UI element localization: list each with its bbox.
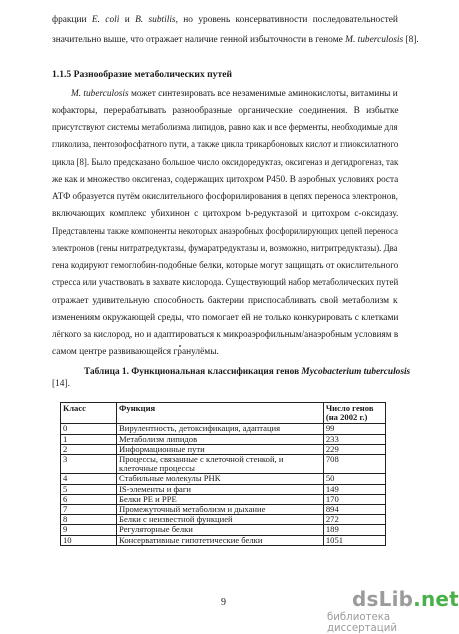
page-number: 9	[221, 597, 226, 608]
cell-class: 3	[61, 455, 117, 474]
text-line: отражает удивительную способность бактерии приспосабливать свой метаболизм к	[52, 296, 398, 306]
cell-gene-count: 229	[323, 444, 385, 454]
cell-class: 9	[61, 525, 117, 535]
gene-classification-table	[60, 402, 386, 546]
cell-class: 8	[61, 515, 117, 525]
table-row	[61, 455, 386, 474]
cell-gene-count: 149	[323, 484, 385, 494]
table-row	[61, 494, 386, 504]
table-caption-ref: [14].	[52, 379, 70, 389]
text-line: лёгкого за кислород, но и адаптироваться к микроаэрофильным/анаэробным условиям в	[52, 330, 399, 340]
text-line: АТФ образуется путём окислительного фосфорилирования в цепях переноса электронов,	[52, 192, 398, 202]
cell-gene-count: 50	[323, 474, 385, 484]
text-line: M. tuberculosis может синтезировать все незаменимые аминокислоты, витамины и	[71, 89, 398, 99]
table-row	[61, 484, 386, 494]
cell-function: Консервативные гипотетические белки	[117, 535, 324, 545]
cell-gene-count: 170	[323, 494, 385, 504]
cell-class: 5	[61, 484, 117, 494]
watermark-subtitle: библиотека диссертаций	[327, 612, 397, 634]
table-row	[61, 515, 386, 525]
text-line: кофакторы, перерабатывать разнообразные органические соединения. В избытке	[52, 106, 399, 116]
cell-class: 2	[61, 444, 117, 454]
text-line: же как и множество оксигеназ, содержащих цитохром P450. В аэробных условиях роста	[52, 175, 399, 185]
text-line: гена кодируют гемоглобин-подобные белки, которые могут защищать от окислительного	[52, 261, 399, 271]
text-line: цикла [8]. Было предсказано большое число оксидоредуктаз, оксигеназ и дегидрогеназ, так	[52, 158, 399, 168]
text-line: изменениям окружающей среды, что помогает ей не только конкурировать с клетками	[52, 313, 399, 323]
cell-function: Информационные пути	[117, 444, 324, 454]
cell-gene-count: 708	[323, 455, 385, 474]
cell-class: 1	[61, 434, 117, 444]
watermark-logo[interactable]	[352, 587, 459, 611]
cell-function: Белки с неизвестной функцией	[117, 515, 324, 525]
watermark-logo-text: dsLib.net	[352, 587, 459, 611]
text-line: фракции E. coli и B. subtilis, но уровень консервативности последовательностей	[52, 15, 398, 25]
cell-function: Промежуточный метаболизм и дыхание	[117, 505, 324, 515]
cell-class: 0	[61, 424, 117, 434]
cell-function: IS-элементы и фаги	[117, 484, 324, 494]
cell-gene-count: 189	[323, 525, 385, 535]
text-line: включающих комплекс убихинон с цитохром b-редуктазой и цитохром c-оксидазу.	[52, 209, 399, 219]
cell-function: Вирулентность, детоксификация, адаптация	[117, 424, 324, 434]
header-function: Функция	[117, 403, 324, 424]
cell-gene-count: 1051	[323, 535, 385, 545]
cell-function: Процессы, связанные с клеточной стенкой, и клеточные процессы	[117, 455, 324, 474]
cell-function: Метаболизм липидов	[117, 434, 324, 444]
cell-class: 7	[61, 505, 117, 515]
text-line: самом центре развивающейся гранулёмы.	[52, 347, 219, 357]
cell-gene-count: 272	[323, 515, 385, 525]
cell-class: 10	[61, 535, 117, 545]
scan-speck	[179, 345, 181, 347]
cell-function: Регуляторные белки	[117, 525, 324, 535]
cell-class: 6	[61, 494, 117, 504]
cell-function: Стабильные молекулы РНК	[117, 474, 324, 484]
table-caption: Таблица 1. Функциональная классификация генов Mycobacterium tuberculosis	[84, 367, 411, 377]
text-line: Представлены также компоненты некоторых анаэробных фосфорилирующих цепей переноса	[52, 227, 398, 237]
text-line: стресса или участвовать в захвате кислорода. Существующий набор метаболических путей	[52, 278, 399, 288]
cell-gene-count: 233	[323, 434, 385, 444]
table-header-row	[61, 403, 386, 424]
text-line: гликолиза, пентозофосфатного пути, а также цикла трикарбоновых кислот и глиоксилатного	[52, 140, 399, 150]
text-line: значительно выше, что отражает наличие генной избыточности в геноме M. tuberculosis [8].	[52, 35, 419, 45]
header-class: Класс	[61, 403, 117, 424]
table-row	[61, 474, 386, 484]
table-row	[61, 535, 386, 545]
text-line: присутствуют системы метаболизма липидов, равно как и все ферменты, необходимые для	[52, 123, 398, 133]
cell-function: Белки PE и PPE	[117, 494, 324, 504]
header-gene-count: Число генов (на 2002 г.)	[323, 403, 385, 424]
text-line: электронов (гены нитратредуктазы, фумаратредуктазы и, возможно, нитритредуктазы). Два	[52, 244, 398, 254]
table-row	[61, 444, 386, 454]
table-row	[61, 424, 386, 434]
cell-class: 4	[61, 474, 117, 484]
table-row	[61, 525, 386, 535]
cell-gene-count: 894	[323, 505, 385, 515]
table-row	[61, 505, 386, 515]
cell-gene-count: 99	[323, 424, 385, 434]
section-heading: 1.1.5 Разнообразие метаболических путей	[52, 69, 232, 80]
table-row	[61, 434, 386, 444]
